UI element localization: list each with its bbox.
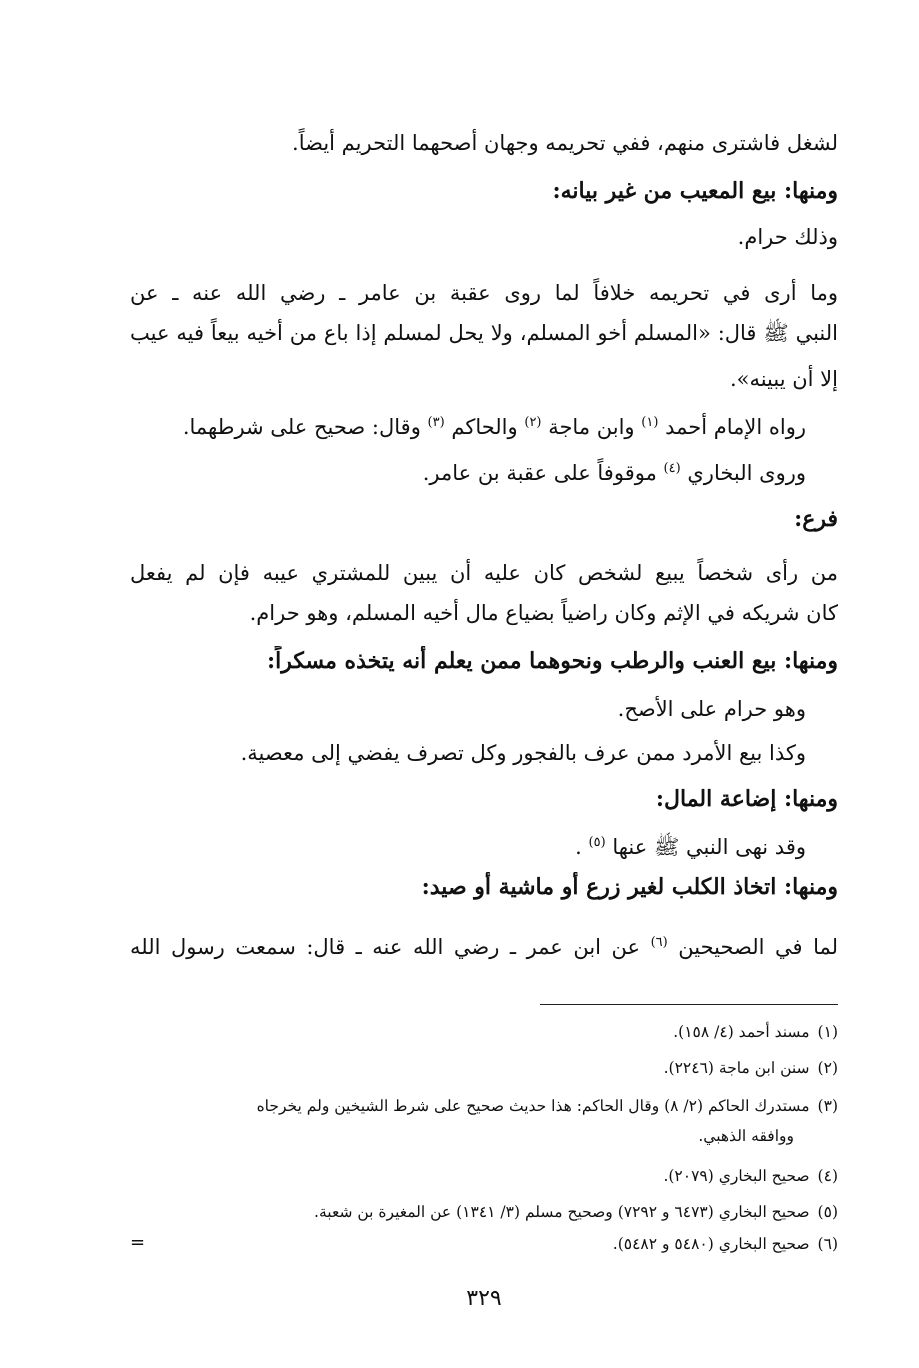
text-line [130, 408, 806, 442]
footnote-number: (١) [817, 1023, 838, 1041]
footnote [130, 1232, 838, 1256]
footnote-number: (٢) [817, 1059, 838, 1077]
footnote-number: (٣) [817, 1097, 838, 1115]
text-segment: وقال: صحيح على شرطهما. [182, 415, 421, 439]
footnote-ref: (٥) [588, 835, 606, 850]
footnote-ref: (١) [641, 415, 659, 430]
section-heading: فرع: [794, 506, 838, 532]
footnote [130, 1020, 838, 1044]
footnote [130, 1200, 838, 1224]
footnote [130, 1124, 794, 1148]
footnote-text: صحيح البخاري (٢٠٧٩). [663, 1167, 810, 1185]
text-line: النبي ﷺ قال: «المسلم أخو المسلم، ولا يحل لمسلم إذا باع من أخيه بيعاً فيه عيب [130, 321, 838, 345]
text-line: لشغل فاشترى منهم، ففي تحريمه وجهان أصحهما التحريم أيضاً. [292, 131, 838, 155]
text-line [130, 454, 806, 488]
section-heading: ومنها: إضاعة المال: [655, 786, 838, 812]
continuation-mark: = [130, 1232, 146, 1253]
text-line: وما أرى في تحريمه خلافاً لما روى عقبة بن عامر ـ رضي الله عنه ـ عن [130, 281, 838, 305]
text-segment: والحاكم [451, 415, 518, 439]
footnote-ref: (٤) [663, 461, 681, 476]
book-page [130, 120, 838, 1330]
text-segment: وابن ماجة [548, 415, 635, 439]
footnote-text: سنن ابن ماجة (٢٢٤٦). [663, 1059, 810, 1077]
text-line [130, 828, 806, 862]
footnote-text: مسند أحمد (٤/ ١٥٨). [673, 1023, 810, 1041]
text-line [130, 928, 838, 962]
page-number: ٣٢٩ [466, 1286, 502, 1311]
text-line: كان شريكه في الإثم وكان راضياً بضياع مال أخيه المسلم، وهو حرام. [249, 601, 838, 625]
footnote [130, 1094, 838, 1118]
footnote [130, 1056, 838, 1080]
section-heading: ومنها: بيع العنب والرطب ونحوهما ممن يعلم أنه يتخذه مسكراً: [266, 648, 838, 674]
footnote-number: (٦) [817, 1235, 838, 1253]
section-heading: ومنها: اتخاذ الكلب لغير زرع أو ماشية أو صيد: [421, 874, 838, 900]
text-segment: . [575, 835, 582, 859]
section-heading: ومنها: بيع المعيب من غير بيانه: [552, 178, 838, 204]
footnote-text: صحيح البخاري (٦٤٧٣ و ٧٢٩٢) وصحيح مسلم (٣/ ١٣٤١) عن المغيرة بن شعبة. [314, 1203, 810, 1221]
footnote-divider [540, 1004, 838, 1005]
footnote-ref: (٦) [650, 935, 668, 950]
text-line: وذلك حرام. [737, 225, 838, 249]
text-segment: رواه الإمام أحمد [665, 415, 806, 439]
text-segment: لما في الصحيحين [678, 935, 838, 959]
text-segment: موقوفاً على عقبة بن عامر. [422, 461, 657, 485]
text-line: وكذا بيع الأمرد ممن عرف بالفجور وكل تصرف يفضي إلى معصية. [240, 741, 806, 765]
text-segment: وروى البخاري [687, 461, 806, 485]
footnote-text: ووافقه الذهبي. [698, 1127, 794, 1145]
footnote-text: صحيح البخاري (٥٤٨٠ و ٥٤٨٢). [612, 1235, 810, 1253]
text-line: إلا أن يبينه». [729, 367, 838, 391]
footnote-ref: (٣) [427, 415, 445, 430]
footnote-text: مستدرك الحاكم (٢/ ٨) وقال الحاكم: هذا حديث صحيح على شرط الشيخين ولم يخرجاه [256, 1097, 810, 1115]
footnote-number: (٤) [817, 1167, 838, 1185]
text-line: وهو حرام على الأصح. [617, 697, 806, 721]
footnote-ref: (٢) [524, 415, 542, 430]
text-segment: وقد نهى النبي ﷺ عنها [612, 835, 806, 859]
footnote-number: (٥) [817, 1203, 838, 1221]
text-segment: عن ابن عمر ـ رضي الله عنه ـ قال: سمعت رسول الله [130, 935, 641, 959]
text-line: من رأى شخصاً يبيع لشخص كان عليه أن يبين للمشتري عيبه فإن لم يفعل [130, 561, 838, 585]
footnote [130, 1164, 838, 1188]
